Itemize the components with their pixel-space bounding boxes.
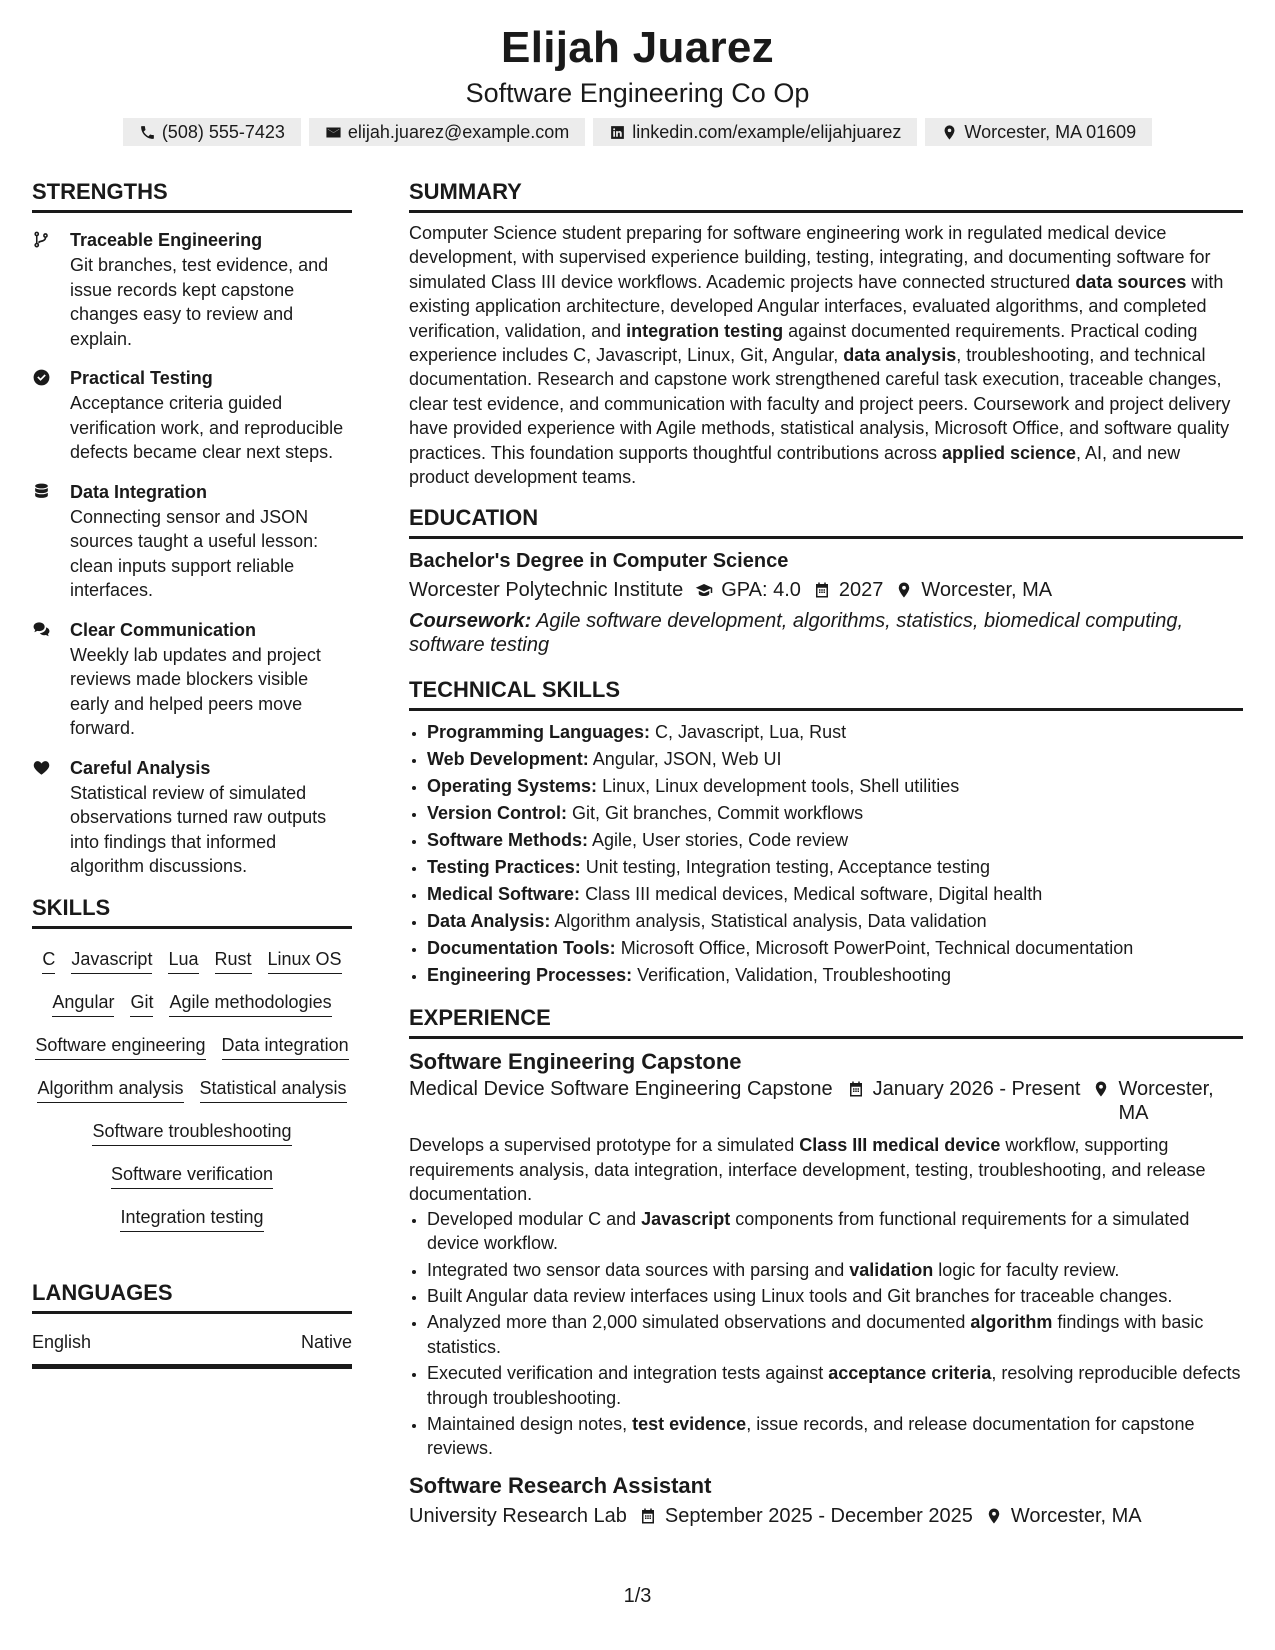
- skill-tag: Data integration: [222, 1033, 349, 1060]
- gpa: GPA: 4.0: [721, 579, 801, 602]
- coursework-list: Agile software development, algorithms, statistics, biomedical computing, software testing: [409, 610, 1184, 657]
- language-name: English: [32, 1331, 92, 1352]
- job-title: Software Engineering Capstone: [409, 1049, 742, 1075]
- coursework: [409, 609, 1243, 657]
- phone-icon: [139, 124, 156, 141]
- list-item: • Programming Languages: C, Javascript, Lua, Rust: [427, 719, 1243, 746]
- list-item: • Operating Systems: Linux, Linux development tools, Shell utilities: [427, 773, 1243, 800]
- contact-bar: [0, 118, 1275, 146]
- skill-tag: Software engineering: [35, 1033, 205, 1060]
- list-item: • Documentation Tools: Microsoft Office, Microsoft PowerPoint, Technical documentation: [427, 935, 1243, 962]
- summary-heading: SUMMARY: [409, 177, 1243, 213]
- technical-skills-list: [409, 719, 1243, 989]
- strength-item: [32, 227, 352, 351]
- candidate-name: Elijah Juarez: [501, 23, 774, 72]
- list-item: • Built Angular data review interfaces using Linux tools and Git branches for traceable changes.: [427, 1284, 1243, 1308]
- job-dates: September 2025 - December 2025: [664, 1504, 973, 1527]
- map-pin-icon: [941, 124, 958, 141]
- job-org: University Research Lab: [409, 1504, 627, 1527]
- skill-tag: Javascript: [71, 947, 152, 974]
- contact-phone-text: (508) 555-7423: [161, 121, 285, 142]
- strength-item: [32, 755, 352, 879]
- envelope-icon: [325, 124, 342, 141]
- strength-title: Clear Communication: [70, 619, 257, 640]
- summary-text: Computer Science student preparing for software engineering work in regulated medical device development, with supervised experience building, testing, integrating, and documenting software for simulated Class III device workflows. Academic projects have connected structured data sources with existing application architecture, developed Angular interfaces, evaluated algorithms, and completed verification, validation, and integration testing against documented requirements. Practical coding experience includes C, Javascript, Linux, Git, Angular, data analysis, troubleshooting, and technical documentation. Research and capstone work strengthened careful task execution, traceable changes, clear test evidence, and communication with faculty and project peers. Coursework and project delivery have provided experience with Agile methods, statistical analysis, Microsoft Office, and software quality practices. This foundation supports thoughtful contributions across applied science, AI, and new product development teams.: [409, 223, 1231, 488]
- contact-email[interactable]: [309, 118, 585, 146]
- candidate-title: Software Engineering Co Op: [465, 78, 810, 108]
- technical-skills-heading: TECHNICAL SKILLS: [409, 675, 1243, 711]
- linkedin-icon: [609, 124, 626, 141]
- contact-location: [925, 118, 1152, 146]
- map-pin-icon: [1092, 1080, 1110, 1098]
- skill-tag: Algorithm analysis: [37, 1076, 183, 1103]
- job-meta: [409, 1501, 1243, 1531]
- list-item: • Executed verification and integration tests against acceptance criteria, resolving reproducible defects through troubleshooting.: [427, 1361, 1243, 1410]
- skill-tag: Lua: [168, 947, 198, 974]
- strengths-list: [32, 227, 352, 879]
- language-level: Native: [300, 1331, 352, 1352]
- degree-title: Bachelor's Degree in Computer Science: [409, 550, 789, 573]
- skill-tag: Angular: [52, 990, 114, 1017]
- strength-title: Data Integration: [70, 481, 208, 502]
- left-column: [32, 177, 352, 1369]
- list-item: • Data Analysis: Algorithm analysis, Statistical analysis, Data validation: [427, 908, 1243, 935]
- strength-title: Practical Testing: [70, 368, 213, 388]
- strength-item: [32, 479, 352, 603]
- skills-heading: SKILLS: [32, 893, 352, 929]
- contact-location-text: Worcester, MA 01609: [964, 121, 1137, 142]
- right-column: [409, 177, 1243, 1531]
- skill-tag: Software verification: [111, 1162, 273, 1189]
- strength-item: [32, 365, 352, 465]
- education-meta: [409, 575, 1243, 605]
- skill-tag: Git: [130, 990, 153, 1017]
- strength-desc: Weekly lab updates and project reviews made blockers visible early and helped peers move forward.: [70, 644, 321, 738]
- calendar-icon: [847, 1080, 865, 1098]
- resume-header: [0, 20, 1275, 146]
- job-bullets: [409, 1207, 1243, 1461]
- strength-item: [32, 617, 352, 741]
- calendar-icon: [639, 1507, 657, 1525]
- school-location: Worcester, MA: [921, 579, 1053, 602]
- git-branch-icon: [32, 230, 51, 249]
- strength-title: Traceable Engineering: [70, 230, 263, 250]
- skill-tag: Integration testing: [120, 1205, 263, 1232]
- skill-tag: Software troubleshooting: [92, 1119, 291, 1146]
- job-location: Worcester, MA: [1010, 1504, 1142, 1527]
- strengths-heading: STRENGTHS: [32, 177, 352, 213]
- heart-icon: [32, 758, 51, 777]
- strength-title: Careful Analysis: [70, 757, 211, 778]
- experience-heading: EXPERIENCE: [409, 1003, 1243, 1039]
- coursework-label: Coursework:: [409, 610, 532, 633]
- strength-desc: Acceptance criteria guided verification work, and reproducible defects became clear next steps.: [70, 393, 344, 462]
- skill-tag: Linux OS: [268, 947, 342, 974]
- education-heading: EDUCATION: [409, 503, 1243, 539]
- list-item: • Maintained design notes, test evidence, issue records, and release documentation for capstone reviews.: [427, 1412, 1243, 1461]
- skill-tag: Statistical analysis: [200, 1076, 347, 1103]
- language-row: [32, 1330, 352, 1369]
- list-item: • Engineering Processes: Verification, Validation, Troubleshooting: [427, 962, 1243, 989]
- strength-desc: Connecting sensor and JSON sources taught a useful lesson: clean inputs support reliable interfaces.: [70, 506, 319, 600]
- languages-heading: LANGUAGES: [32, 1278, 352, 1314]
- list-item: • Analyzed more than 2,000 simulated observations and documented algorithm findings with basic statistics.: [427, 1310, 1243, 1359]
- list-item: • Integrated two sensor data sources with parsing and validation logic for faculty review.: [427, 1258, 1243, 1282]
- strength-desc: Statistical review of simulated observations turned raw outputs into findings that informed algorithm discussions.: [70, 782, 327, 876]
- contact-linkedin[interactable]: [593, 118, 917, 146]
- list-item: • Testing Practices: Unit testing, Integration testing, Acceptance testing: [427, 854, 1243, 881]
- job-title: Software Research Assistant: [409, 1472, 712, 1498]
- school-name: Worcester Polytechnic Institute: [409, 579, 684, 602]
- strength-desc: Git branches, test evidence, and issue records kept capstone changes easy to review and explain.: [70, 255, 329, 349]
- map-pin-icon: [985, 1507, 1003, 1525]
- chat-icon: [32, 620, 51, 639]
- job-intro: Develops a supervised prototype for a simulated Class III medical device workflow, supporting requirements analysis, data integration, interface development, testing, troubleshooting, and release documentation.: [409, 1135, 1206, 1205]
- skill-tag: C: [42, 947, 55, 974]
- list-item: • Software Methods: Agile, User stories, Code review: [427, 827, 1243, 854]
- list-item: • Web Development: Angular, JSON, Web UI: [427, 746, 1243, 773]
- contact-linkedin-text: linkedin.com/example/elijahjuarez: [632, 121, 902, 142]
- page-number: 1/3: [623, 1585, 652, 1607]
- contact-phone[interactable]: [123, 118, 301, 146]
- skills-tags: [32, 947, 352, 1232]
- check-circle-icon: [32, 368, 51, 387]
- map-pin-icon: [895, 581, 913, 599]
- graduation-year: 2027: [838, 579, 884, 602]
- skill-tag: Rust: [215, 947, 252, 974]
- calendar-icon: [813, 581, 831, 599]
- list-item: • Version Control: Git, Git branches, Commit workflows: [427, 800, 1243, 827]
- job-dates: January 2026 - Present: [872, 1078, 1081, 1101]
- database-icon: [32, 482, 51, 501]
- graduation-cap-icon: [695, 581, 713, 599]
- list-item: • Medical Software: Class III medical devices, Medical software, Digital health: [427, 881, 1243, 908]
- skill-tag: Agile methodologies: [169, 990, 331, 1017]
- list-item: • Developed modular C and Javascript components from functional requirements for a simulated device workflow.: [427, 1207, 1243, 1256]
- job-location: Worcester, MA: [1118, 1078, 1214, 1125]
- job-meta: [409, 1077, 1243, 1125]
- contact-email-text: elijah.juarez@example.com: [347, 121, 570, 142]
- job-org: Medical Device Software Engineering Capstone: [409, 1078, 833, 1101]
